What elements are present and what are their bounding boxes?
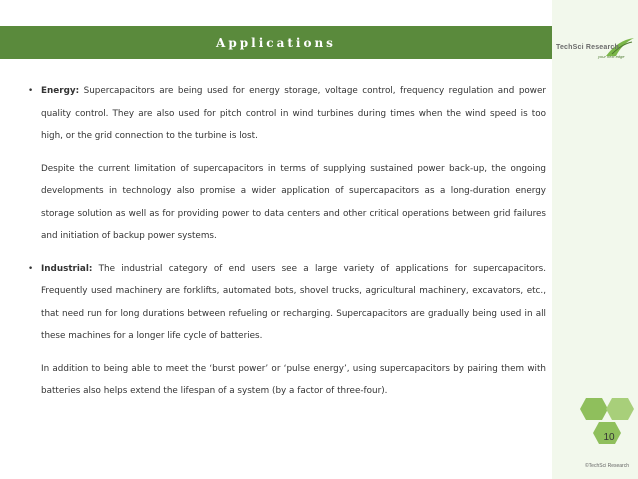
industrial-followup: In addition to being able to meet the ‘burst power’ or ‘pulse energy’, using supercapacitors by pairing them with batteries also helps extend the lifespan of a system (by a factor of three-four).	[41, 363, 546, 396]
logo-name: TechSci Research	[556, 44, 619, 51]
logo-tagline: your next edge	[598, 54, 625, 59]
energy-paragraph	[28, 80, 546, 148]
content-area	[28, 80, 546, 403]
energy-followup: Despite the current limitation of supercapacitors in terms of supplying sustained power back-up, the ongoing developments in technology also promise a wider application of supercapacitors as a long-duration energy storage solution as well as for providing power to data centers and other critical operations between grid failures and initiation of backup power systems.	[41, 163, 546, 241]
copyright-text: ©TechSci Research	[585, 463, 629, 469]
page-number: 10	[603, 432, 615, 443]
industrial-lead: Industrial:	[41, 263, 93, 274]
page-title: Applications	[216, 35, 336, 50]
bullet-icon: •	[28, 86, 34, 96]
title-bar	[0, 26, 552, 59]
techsci-logo	[556, 38, 636, 64]
industrial-text: The industrial category of end users see a large variety of applications for supercapacitors. Frequently used machinery are forklifts, automated bots, shovel trucks, agricultural machinery, excavators, etc., that need run for long durations between refueling or recharging. Supercapacitors are gradually being used in all these machines for a longer life cycle of batteries.	[41, 263, 547, 341]
energy-lead: Energy:	[41, 86, 80, 96]
bullet-icon: •	[28, 263, 34, 274]
logo-swoosh-icon	[556, 38, 636, 64]
industrial-paragraph	[28, 258, 546, 348]
energy-text: Supercapacitors are being used for energy storage, voltage control, frequency regulation and power quality control. They are also used for pitch control in wind turbines during times when the wind speed is too high, or the grid connection to the turbine is lost.	[41, 86, 547, 141]
hexagon-decoration-icon	[578, 398, 638, 454]
